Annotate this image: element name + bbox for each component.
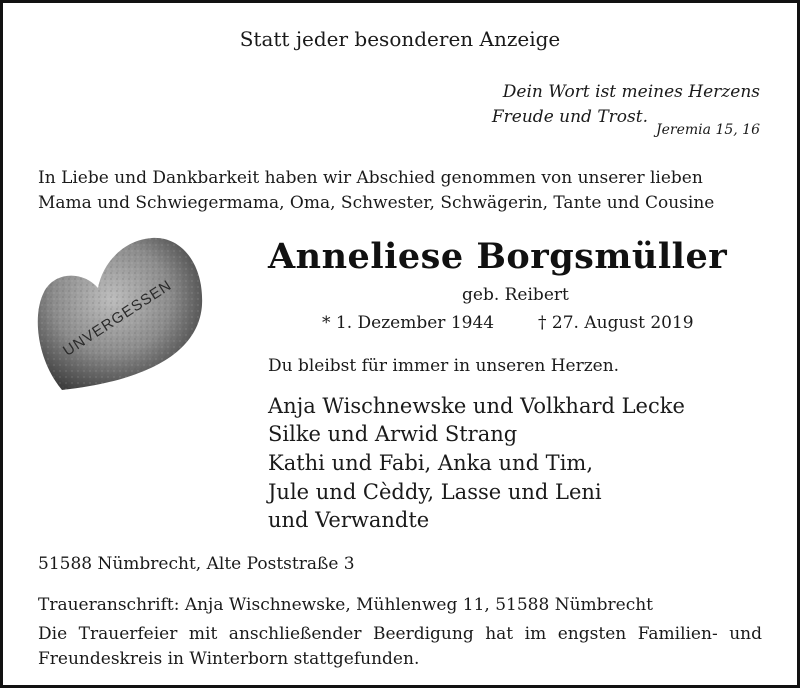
header-text: Statt jeder besonderen Anzeige [239, 27, 561, 51]
verse-reference: Jeremia 15, 16 [656, 122, 760, 138]
birth-date: * 1. Dezember 1944 [322, 313, 495, 333]
mourning-address: Traueranschrift: Anja Wischnewske, Mühlenweg 11, 51588 Nümbrecht [38, 595, 654, 615]
heart-engraving: UNVERGESSEN [60, 276, 176, 360]
death-date: † 27. August 2019 [538, 313, 694, 333]
notice-line-2: Freundeskreis in Winterborn stattgefunden. [38, 649, 420, 669]
mourner-line: Anja Wischnewske und Volkhard Lecke [268, 394, 685, 418]
intro-line-1: In Liebe und Dankbarkeit haben wir Abschied genommen von unserer lieben [38, 168, 703, 188]
mourner-line: Kathi und Fabi, Anka und Tim, [268, 451, 593, 475]
mourner-line: und Verwandte [268, 508, 430, 532]
deceased-name: Anneliese Borgsmüller [268, 236, 728, 277]
verse-line-2: Freude und Trost. [491, 107, 648, 127]
residence-address: 51588 Nümbrecht, Alte Poststraße 3 [38, 554, 355, 574]
maiden-name: geb. Reibert [462, 285, 569, 305]
message-line: Du bleibst für immer in unseren Herzen. [268, 356, 620, 376]
verse-line-1: Dein Wort ist meines Herzens [502, 82, 760, 102]
heart-stone-image [32, 230, 212, 405]
mourner-line: Silke und Arwid Strang [268, 422, 518, 446]
mourner-line: Jule und Cèddy, Lasse und Leni [268, 480, 602, 504]
notice-line-1: Die Trauerfeier mit anschließender Beerdigung hat im engsten Familien- und [38, 624, 762, 644]
intro-line-2: Mama und Schwiegermama, Oma, Schwester, Schwägerin, Tante und Cousine [38, 193, 715, 213]
